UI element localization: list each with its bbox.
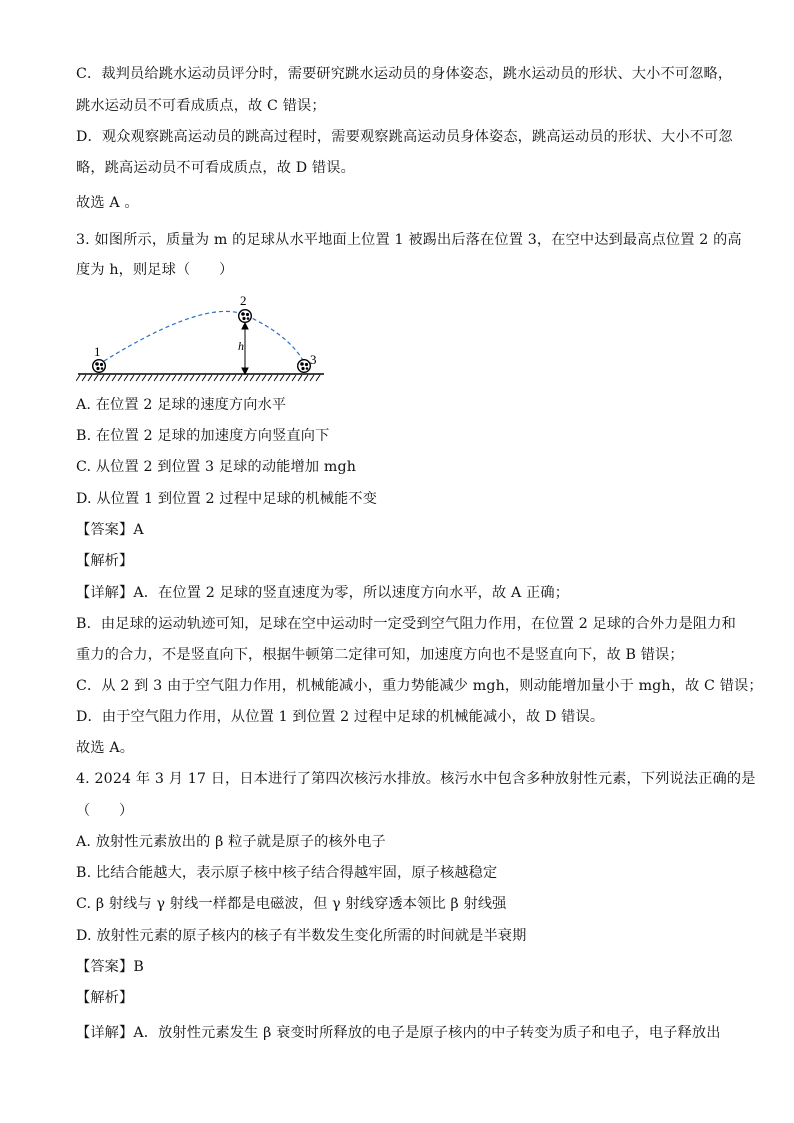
option-a: A. 放射性元素放出的 β 粒子就是原子的核外电子	[76, 834, 386, 850]
conclusion-line: 故选 A。	[76, 740, 135, 756]
option-d: D. 放射性元素的原子核内的核子有半数发生变化所需的时间就是半衰期	[76, 928, 527, 944]
question-3-stem: 3. 如图所示，质量为 m 的足球从水平地面上位置 1 被踢出后落在位置 3，在空中达到最高点位置 2 的高	[76, 232, 742, 248]
ground-line	[76, 374, 324, 381]
option-a: A. 在位置 2 足球的速度方向水平	[76, 397, 287, 413]
option-c: C. 从位置 2 到位置 3 足球的动能增加 mgh	[76, 459, 356, 475]
text-line: 故选 A 。	[76, 195, 139, 211]
text-line: 略，跳高运动员不可看成质点，故 D 错误。	[76, 160, 355, 176]
option-d: D. 从位置 1 到位置 2 过程中足球的机械能不变	[76, 491, 378, 507]
question-4-stem: （ ）	[76, 803, 134, 819]
text-line: D．观众观察跳高运动员的跳高过程时，需要观察跳高运动员身体姿态，跳高运动员的形状、大小不可忽	[76, 129, 733, 145]
analysis-label: 【解析】	[76, 553, 134, 569]
analysis-label: 【解析】	[76, 990, 134, 1006]
football-position-2	[239, 310, 252, 323]
text-line: 跳水运动员不可看成质点，故 C 错误；	[76, 98, 326, 114]
option-b: B. 比结合能越大，表示原子核中核子结合得越牢固，原子核越稳定	[76, 865, 498, 881]
question-4-stem: 4. 2024 年 3 月 17 日，日本进行了第四次核污水排放。核污水中包含多种放射性元素，下列说法正确的是	[76, 771, 756, 787]
explanation-line: B．由足球的运动轨迹可知，足球在空中运动时一定受到空气阻力作用，在位置 2 足球的合外力是阻力和	[76, 616, 736, 632]
football-position-1	[93, 360, 106, 373]
football-trajectory-figure	[76, 292, 326, 382]
explanation-line: C．从 2 到 3 由于空气阻力作用，机械能减小，重力势能减少 mgh，则动能增加量小于 mgh，故 C 错误；	[76, 678, 763, 694]
football-position-3	[298, 360, 311, 373]
explanation-line: D．由于空气阻力作用，从位置 1 到位置 2 过程中足球的机械能减小，故 D 错误。	[76, 709, 605, 725]
label-height-h: h	[238, 339, 244, 353]
answer-label: 【答案】B	[76, 959, 144, 975]
label-position-2: 2	[240, 293, 247, 308]
label-position-3: 3	[310, 352, 317, 367]
text-line: C．裁判员给跳水运动员评分时，需要研究跳水运动员的身体姿态，跳水运动员的形状、大小不可忽略，	[76, 66, 733, 82]
option-c: C. β 射线与 γ 射线一样都是电磁波，但 γ 射线穿透本领比 β 射线强	[76, 896, 507, 912]
label-position-1: 1	[94, 344, 101, 359]
question-3-stem: 度为 h，则足球（ ）	[76, 262, 234, 278]
explanation-line: 重力的合力，不是竖直向下，根据牛顿第二定律可知，加速度方向也不是竖直向下，故 B 错误；	[76, 647, 684, 663]
explanation-line: 【详解】A．在位置 2 足球的竖直速度为零，所以速度方向水平，故 A 正确；	[76, 585, 570, 601]
explanation-line: 【详解】A．放射性元素发生 β 衰变时所释放的电子是原子核内的中子转变为质子和电子，电子释放出	[76, 1025, 721, 1041]
answer-label: 【答案】A	[76, 522, 144, 538]
option-b: B. 在位置 2 足球的加速度方向竖直向下	[76, 428, 330, 444]
trajectory-curve	[104, 311, 304, 362]
